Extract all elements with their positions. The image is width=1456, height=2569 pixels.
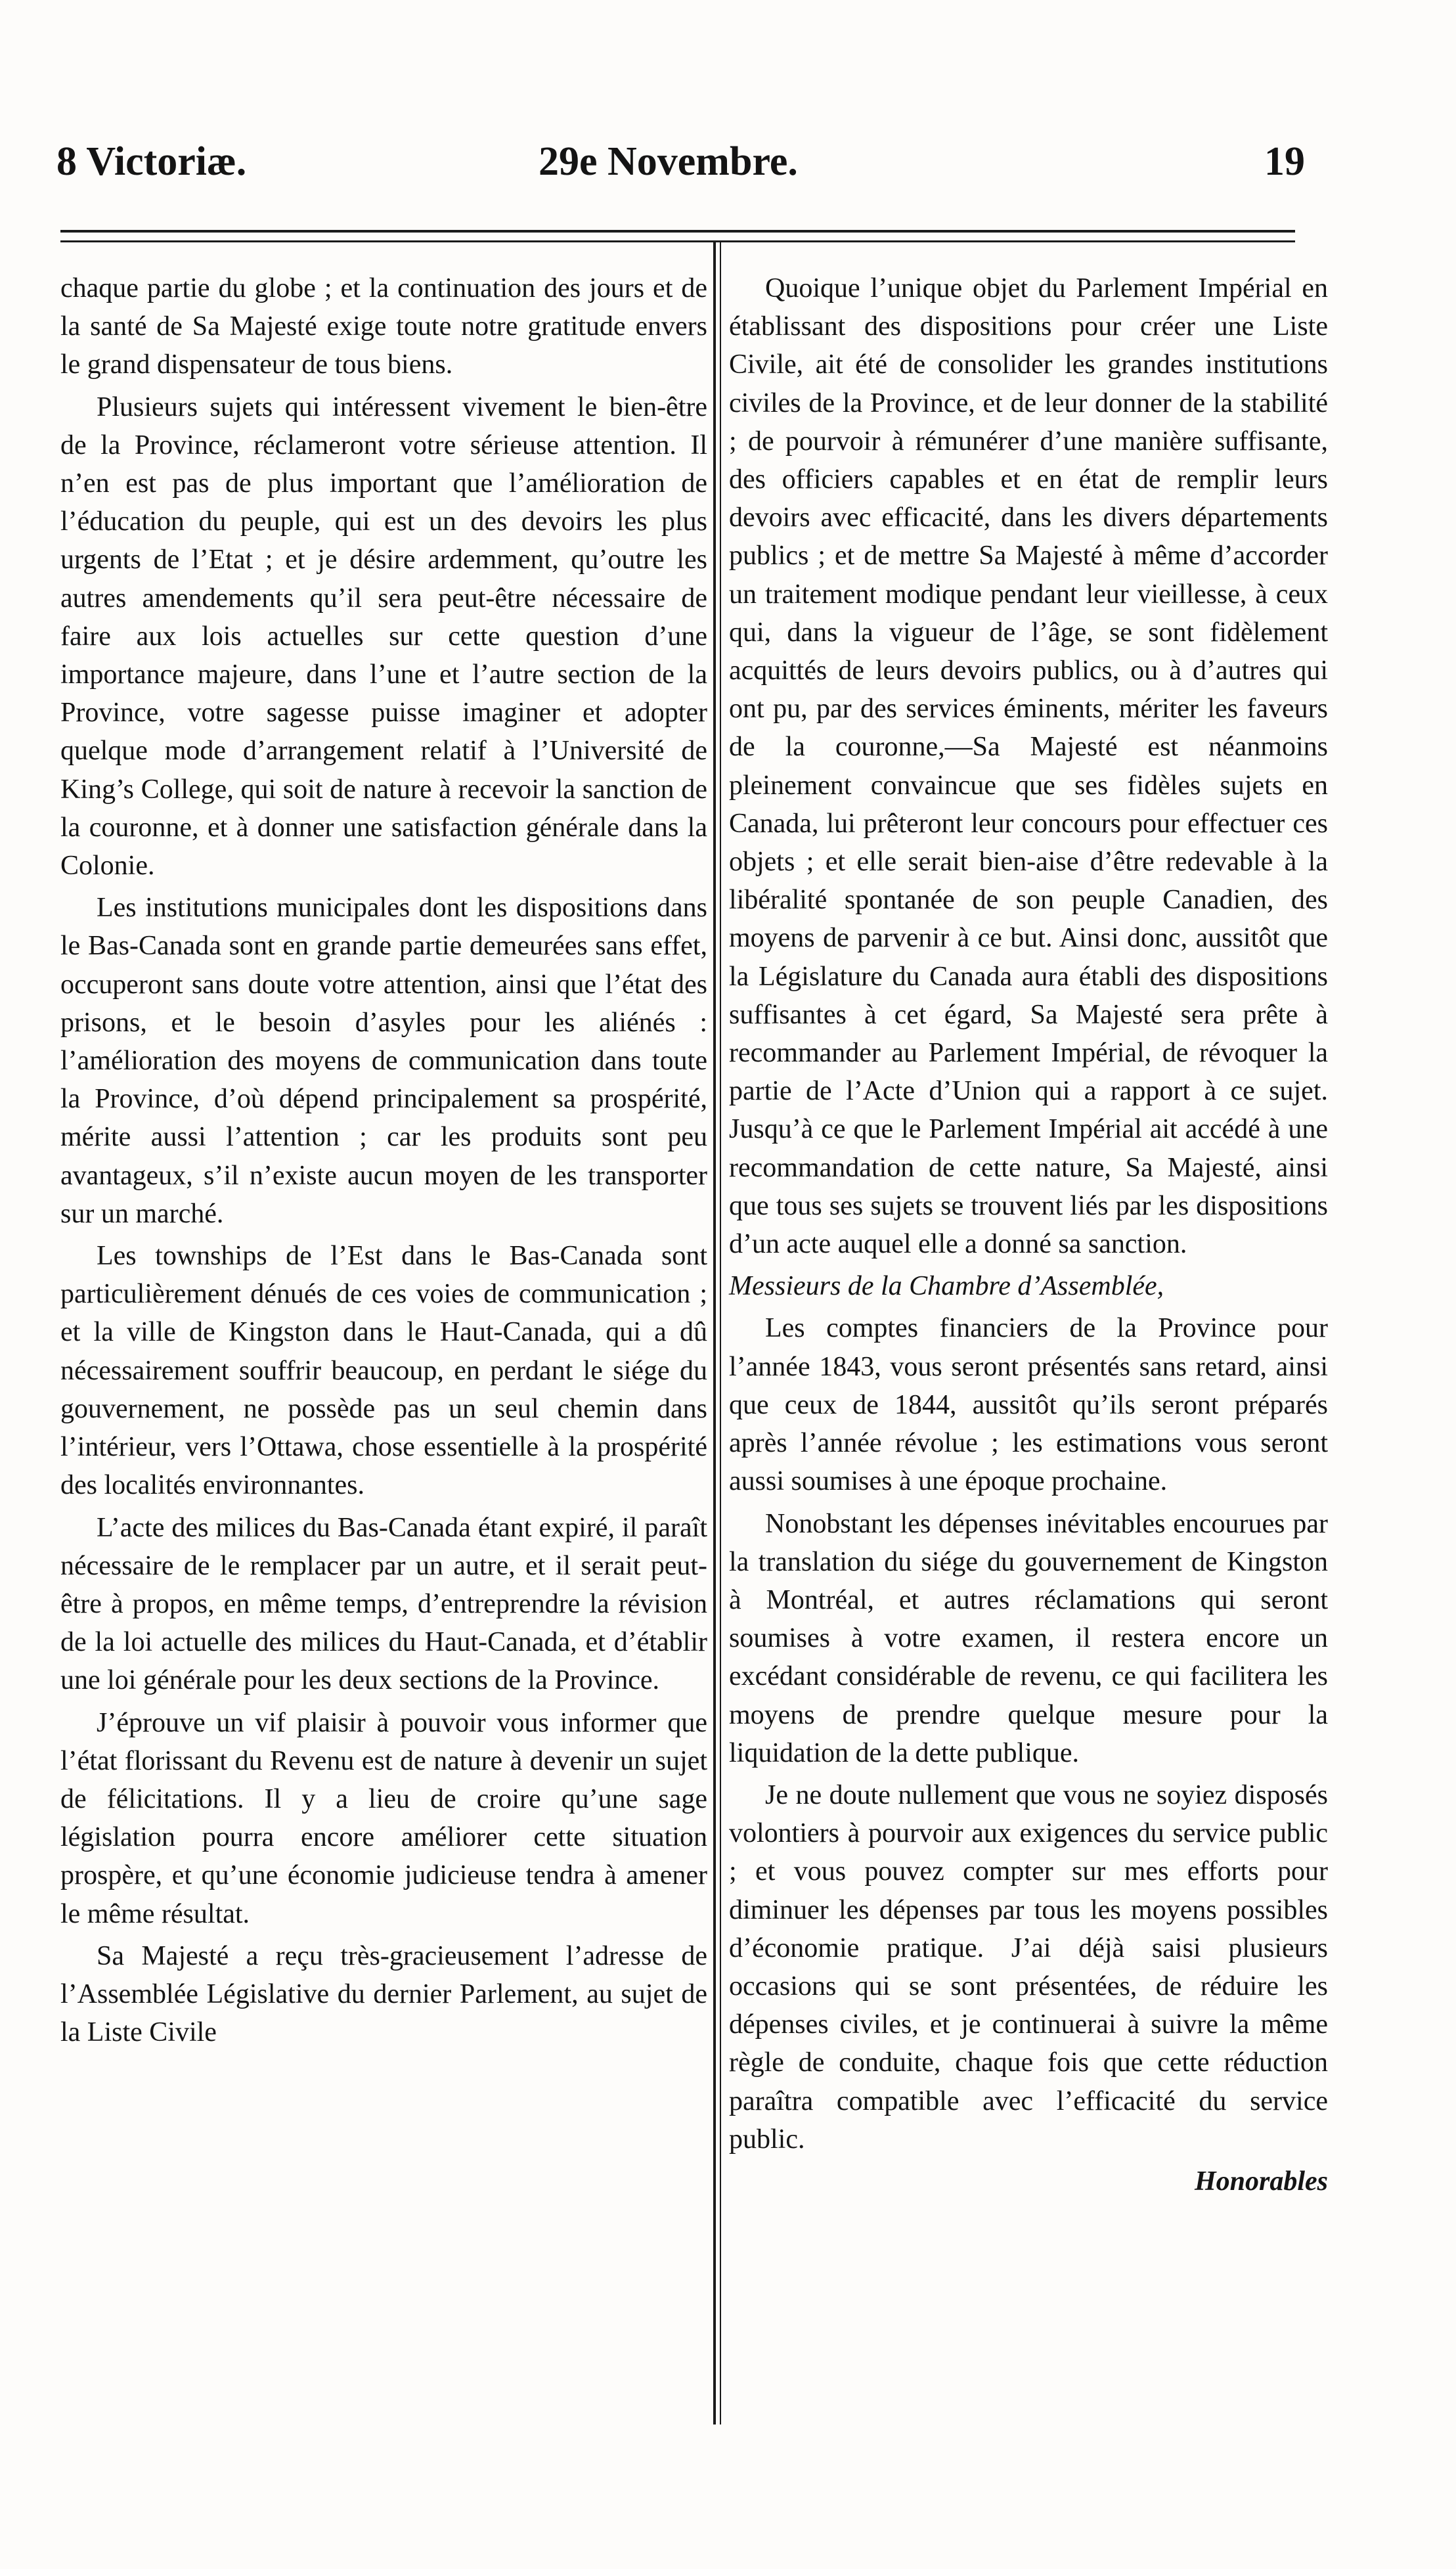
paragraph: Quoique l’unique objet du Parlement Impérial en établissant des dispositions pour créer une Liste Civile, ait été de consolider les grandes institutions civiles de la Province, et de leur donner de la stabilité ; de pourvoir à rémunérer d’une manière suffisante, des officiers capables et en état de remplir leurs devoirs avec efficacité, dans les divers départements publics ; et de mettre Sa Majesté à même d’accorder un traitement modique pendant leur vieillesse, à ceux qui, dans la vigueur de l’âge, se sont fidèlement acquittés de leurs devoirs publics, ou à d’autres qui ont pu, par des services éminents, mériter les faveurs de la couronne,—Sa Majesté est néanmoins pleinement convaincue que ses fidèles sujets en Canada, lui prêteront leur concours pour effectuer ces objets ; et elle serait bien-aise d’être redevable à la libéralité spontanée de son peuple Canadien, des moyens de parvenir à ce but. Ainsi donc, aussitôt que la Législature du Canada aura établi des dispositions suffisantes à cet égard, Sa Majesté sera prête à recommander au Parlement Impérial, de révoquer la partie de l’Acte d’Union qui a rapport à ce sujet. Jusqu’à ce que le Parlement Impérial ait accédé à une recommandation de cette nature, Sa Majesté, ainsi que tous ses sujets se trouvent liés par les dispositions d’un acte auquel elle a donné sa sanction. [729,273,1328,1260]
column-divider [713,240,716,2424]
paragraph: Je ne doute nullement que vous ne soyiez disposés volontiers à pourvoir aux exigences du service public ; et vous pouvez compter sur mes efforts pour diminuer les dépenses par tous les moyens possibles d’économie pratique. J’ai déjà saisi plusieurs occasions qui se sont présentées, de réduire les dépenses civiles, et je continuerai à suivre la même règle de conduite, chaque fois que cette réduction paraîtra compatible avec l’efficacité du service public. [729,1779,1328,2155]
right-column [729,269,1328,2200]
paragraph: J’éprouve un vif plaisir à pouvoir vous informer que l’état florissant du Revenu est de nature à devenir un sujet de félicitations. Il y a lieu de croire qu’une sage législation pourra encore améliorer cette situation prospère, et qu’une économie judicieuse tendra à amener le même résultat. [60,1707,707,1929]
paragraph: chaque partie du globe ; et la continuation des jours et de la santé de Sa Majesté exige toute notre gratitude envers le grand dispensateur de tous biens. [60,273,707,380]
paragraph: L’acte des milices du Bas-Canada étant expiré, il paraît nécessaire de le remplacer par un autre, et il serait peut-être à propos, en même temps, d’entreprendre la révision de la loi actuelle des milices du Haut-Canada, et d’établir une loi générale pour les deux sections de la Province. [60,1512,707,1696]
header-rule-thick [60,230,1295,233]
left-column [60,269,707,2055]
section-heading: Messieurs de la Chambre d’Assemblée, [729,1271,1164,1302]
paragraph: Sa Majesté a reçu très-gracieusement l’adresse de l’Assemblée Législative du dernier Parlement, au sujet de la Liste Civile [60,1940,707,2048]
page-number: 19 [1264,139,1305,184]
header-rule-thin [60,240,1295,242]
catchword: Honorables [1194,2166,1328,2197]
paragraph: Nonobstant les dépenses inévitables encourues par la translation du siége du gouvernement de Kingston à Montréal, et autres réclamations qui seront soumises à votre examen, il restera encore un excédant considérable de revenu, ce qui facilitera les moyens de prendre quelque mesure pour la liquidation de la dette publique. [729,1508,1328,1768]
running-head-date: 29e Novembre. [539,139,798,184]
paragraph: Plusieurs sujets qui intéressent vivement le bien-être de la Province, réclameront votre sérieuse attention. Il n’en est pas de plus important que l’amélioration de l’éducation du peuple, qui est un des devoirs les plus urgents de l’Etat ; et je désire ardemment, qu’outre les autres amendements qu’il sera peut-être nécessaire de faire aux lois actuelles sur cette question d’une importance majeure, dans l’une et l’autre section de la Province, votre sagesse puisse imaginer et adopter quelque mode d’arrangement relatif à l’Université de King’s College, qui soit de nature à recevoir la sanction de la couronne, et à donner une satisfaction générale dans la Colonie. [60,391,707,882]
paragraph: Les comptes financiers de la Province pour l’année 1843, vous seront présentés sans retard, ainsi que ceux de 1844, aussitôt qu’ils seront préparés après l’année révolue ; les estimations vous seront aussi soumises à une époque prochaine. [729,1313,1328,1497]
running-head-regnal-year: 8 Victoriæ. [56,139,247,184]
column-divider-double [720,240,721,2424]
paragraph: Les institutions municipales dont les dispositions dans le Bas-Canada sont en grande partie demeurées sans effet, occuperont sans doute votre attention, ainsi que l’état des prisons, et le besoin d’asyles pour les aliénés : l’amélioration des moyens de communication dans toute la Province, d’où dépend principalement sa prospérité, mérite aussi l’attention ; car les produits sont peu avantageux, s’il n’existe aucun moyen de les transporter sur un marché. [60,893,707,1229]
paragraph: Les townships de l’Est dans le Bas-Canada sont particulièrement dénués de ces voies de communication ; et la ville de Kingston dans le Haut-Canada, qui a dû nécessairement souffrir beaucoup, en perdant le siége du gouvernement, ne possède pas un seul chemin dans l’intérieur, vers l’Ottawa, chose essentielle à la prospérité des localités environnantes. [60,1241,707,1501]
